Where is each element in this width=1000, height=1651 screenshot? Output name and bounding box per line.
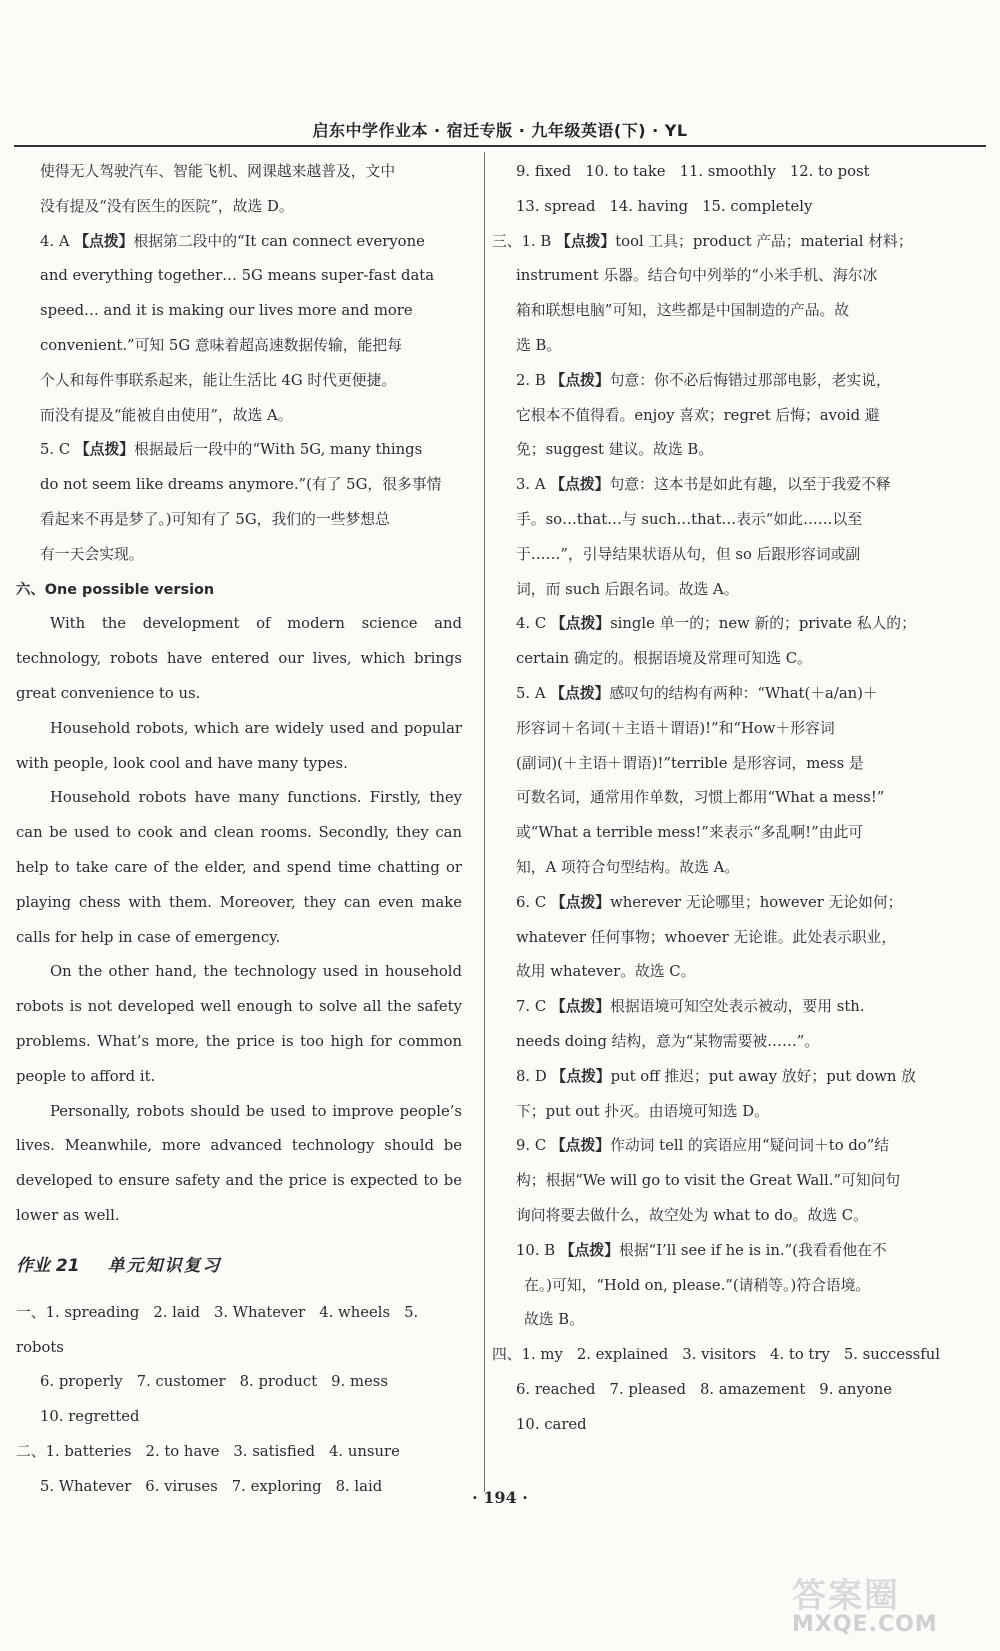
dianbo-label: 【点拨】 [550,615,611,633]
explanation-line: 词，而 such 后跟名词。故选 A。 [516,580,739,598]
dianbo-label: 【点拨】 [550,893,611,911]
answer-item: 10. to take [585,163,666,180]
answer-item: 5. successful [843,1346,941,1364]
answer-row [16,1365,462,1400]
part-label: 三、 [492,232,522,250]
answer-item: 9. mess [331,1373,388,1391]
answer-item: 2. laid [153,1303,200,1321]
section-six-label: 六、One possible version [16,581,215,598]
answer-item: 10. regretted [40,1408,140,1426]
answer-item: 1. spreading [45,1303,140,1321]
dianbo-label: 【点拨】 [550,476,610,494]
explanation-line: 而没有提及“能被自由使用”，故选 A。 [40,406,293,424]
answer-3-line [492,468,970,503]
essay-paragraph: On the other hand, the technology used in household robots is not developed well enough to solve all the safety problems. What’s more, the price is too high for common people to afford it. [16,963,462,1085]
answer-item: 4. unsure [329,1442,400,1460]
dianbo-label: 【点拨】 [550,684,610,702]
explanation-text: 作动词 tell 的宾语应用“疑问词＋to do”结 [610,1137,890,1155]
explanation-line: 个人和每件事联系起来，能让生活比 4G 时代更便捷。 [40,371,397,389]
explanation-text: tool 工具；product 产品；material 材料； [615,232,913,250]
answer-1-line [492,225,970,260]
dianbo-label: 【点拨】 [550,1137,611,1155]
explanation-line: 手。so…that…与 such…that…表示“如此……以至 [516,510,863,528]
explanation-text: 句意：你不必后悔错过那部电影，老实说， [609,371,891,389]
answer-item: 6. properly [40,1373,123,1391]
answer-item: 2. explained [576,1346,669,1364]
header-rule [14,145,986,147]
answer-number: 4. C [516,615,547,633]
explanation-line: 看起来不再是梦了。)可知有了 5G，我们的一些梦想总 [40,510,390,528]
answer-item: 15. completely [702,197,813,215]
explanation-line: 询问将要去做什么，故空处为 what to do。故选 C。 [516,1206,868,1224]
part-one-answers [16,1296,462,1435]
answer-number: 10. B [516,1241,556,1259]
answer-4-explanation [16,259,462,433]
answer-item: 1. my [521,1346,563,1364]
essay-paragraph: Personally, robots should be used to improve people’s lives. Meanwhile, more advanced technology should be developed to ensure safety and the price is expected to be lower as well. [16,1102,462,1224]
explanation-line: 于……”，引导结果状语从句，但 so 后跟形容词或副 [516,545,861,563]
answer-row [492,1373,970,1408]
answer-4-line [492,607,970,642]
explanation-line: (副词)(＋主语＋谓语)!”terrible 是形容词，mess 是 [516,754,864,772]
answer-item: 6. reached [516,1380,596,1398]
answer-item: 9. anyone [819,1380,893,1398]
part-label: 一、 [16,1303,46,1321]
answer-number: 2. B [516,371,546,389]
section-number: 作业 21 [16,1255,80,1276]
answer-item: 9. fixed [516,163,572,180]
dianbo-label: 【点拨】 [550,371,610,389]
part-four-answers [492,1338,970,1442]
explanation-line: whatever 任何事物；whoever 无论谁。此处表示职业， [516,928,897,946]
answer-number: 8. D [516,1067,547,1085]
section-title [16,1248,462,1284]
explanation-text: wherever 无论哪里；however 无论如何； [610,893,903,911]
explanation-text: 根据语境可知空处表示被动，要用 sth. [610,998,865,1016]
explanation-line: 选 B。 [516,336,562,354]
explanation-text: 感叹句的结构有两种：“What(＋a/an)＋ [609,684,878,702]
answer-item: 11. smoothly [679,163,776,180]
dianbo-label: 【点拨】 [550,998,611,1016]
watermark-title: 答案圈 [792,1576,900,1616]
explanation-line: 知，A 项符合句型结构。故选 A。 [516,858,740,876]
answer-item: 3. Whatever [213,1303,306,1321]
answer-item: 2. to have [145,1442,220,1460]
dianbo-label: 【点拨】 [551,1067,611,1085]
left-column [16,155,462,1504]
answer-item: 14. having [609,197,689,215]
part-three-answers [492,225,970,1339]
explanation-line: 它根本不值得看。enjoy 喜欢；regret 后悔；avoid 避 [516,406,880,424]
page-header: 启东中学作业本 · 宿迁专版 · 九年级英语(下) · YL [312,121,688,140]
essay-paragraph: Household robots, which are widely used and popular with people, look cool and have many types. [16,719,462,772]
answer-7-line [492,990,970,1025]
answer-8-line [492,1060,970,1095]
explanation-line: 可数名词，通常用作单数，习惯上都用“What a mess!” [516,789,885,807]
explanation-line: 免；suggest 建议。故选 B。 [516,441,714,459]
answer-item: 7. pleased [609,1380,686,1398]
continued-line: 没有提及“没有医生的医院”，故选 D。 [40,197,294,215]
answer-number: 9. C [516,1137,547,1155]
dianbo-label: 【点拨】 [559,1241,620,1259]
answer-row [492,155,970,190]
essay-paragraph: Household robots have many functions. Firstly, they can be used to cook and clean rooms. Secondly, they can help to take care of the elder, and spend time chatting or playing chess with them. Moreover, they can even make calls for help in case of emergency. [16,789,462,946]
explanation-line: certain 确定的。根据语境及常理可知选 C。 [516,650,812,668]
answer-item: 12. to post [789,163,870,180]
answer-item: 4. to try [770,1346,830,1364]
explanation-line: instrument 乐器。结合句中列举的“小米手机、海尔冰 [516,267,878,285]
answer-number: 7. C [516,998,547,1016]
answer-5-line [492,677,970,712]
answer-item: 6. viruses [145,1477,218,1495]
answer-9-line [492,1129,970,1164]
continued-line: 使得无人驾驶汽车、智能飞机、网课越来越普及，文中 [40,163,396,180]
explanation-line: 形容词＋名词(＋主语＋谓语)!”和“How＋形容词 [516,719,835,737]
column-divider [484,152,485,1492]
explanation-line: 在。)可知，“Hold on, please.”(请稍等。)符合语境。 [524,1276,871,1294]
explanation-text: 根据“I’ll see if he is in.”(我看看他在不 [619,1241,887,1259]
explanation-line: 故选 B。 [524,1311,584,1329]
answer-10-line [492,1234,970,1269]
part-two-answers-continued [492,155,970,225]
explanation-line: needs doing 结构，意为“某物需要被……”。 [516,1032,820,1050]
answer-number: 6. C [516,893,547,911]
answer-item: 8. product [239,1373,318,1391]
watermark-logo [792,1568,992,1648]
answer-2-line [492,364,970,399]
answer-row [492,190,970,225]
answer-item: 13. spread [516,197,596,215]
explanation-text: 句意：这本书是如此有趣，以至于我爱不释 [609,476,891,494]
explanation-text: 根据第二段中的“It can connect everyone [133,232,425,250]
answer-row [16,1296,462,1366]
answer-item: 10. cared [516,1415,587,1433]
answer-item: 7. exploring [231,1477,322,1495]
explanation-line: 箱和联想电脑”可知，这些都是中国制造的产品。故 [516,302,850,320]
answer-item: 1. batteries [45,1442,132,1460]
answer-item: 7. customer [136,1373,226,1391]
answer-6-line [492,886,970,921]
explanation-line: 构；根据“We will go to visit the Great Wall.”可知问句 [516,1172,901,1190]
explanation-text: single 单一的；new 新的；private 私人的； [610,615,916,633]
explanation-line: speed… and it is making our lives more and more [40,302,413,320]
explanation-text: 根据最后一段中的“With 5G, many things [134,441,423,459]
dianbo-label: 【点拨】 [556,232,616,250]
answer-row [16,1435,462,1470]
answer-5-explanation [16,468,462,572]
explanation-line: convenient.”可知 5G 意味着超高速数据传输，能把每 [40,336,402,354]
answer-number: 3. A [516,476,546,494]
explanation-line: 有一天会实现。 [40,545,144,563]
answer-row [492,1408,970,1443]
answer-5 [16,433,462,468]
answer-item: 5. Whatever [40,1477,132,1495]
dianbo-label: 【点拨】 [74,232,134,250]
explanation-line: do not seem like dreams anymore.”(有了 5G，很多事情 [40,476,442,494]
part-label: 四、 [492,1346,522,1364]
answer-number: 5. C [40,441,71,459]
model-essay [16,607,462,1233]
explanation-line: 或“What a terrible mess!”来表示“多乱啊!”由此可 [516,824,864,842]
explanation-line: and everything together… 5G means super-fast data [40,267,435,285]
answer-number: 1. B [521,232,552,250]
answer-item: 8. amazement [699,1380,806,1398]
section-unit-title: 单元知识复习 [107,1255,222,1276]
part-label: 二、 [16,1442,46,1460]
explanation-line: 下；put out 扑灭。由语境可知选 D。 [516,1102,769,1120]
answer-item: 4. wheels [319,1303,391,1321]
answer-item: 3. satisfied [233,1442,315,1460]
answer-item: 5. robots [16,1303,419,1356]
explanation-text: put off 推迟；put away 放好；put down 放 [610,1067,916,1085]
dianbo-label: 【点拨】 [74,441,135,459]
watermark-site: MXQE.COM [792,1612,938,1637]
answer-item: 8. laid [335,1477,383,1495]
answer-item: 3. visitors [682,1346,757,1364]
answer-row [492,1338,970,1373]
essay-paragraph: With the development of modern science and technology, robots have entered our lives, which brings great convenience to us. [16,615,462,702]
page-number: · 194 · [472,1488,528,1507]
answer-number: 4. A [40,232,70,250]
answer-number: 5. A [516,684,546,702]
right-column [492,155,970,1442]
answer-row [16,1400,462,1435]
answer-4 [16,225,462,260]
explanation-line: 故用 whatever。故选 C。 [516,963,696,981]
